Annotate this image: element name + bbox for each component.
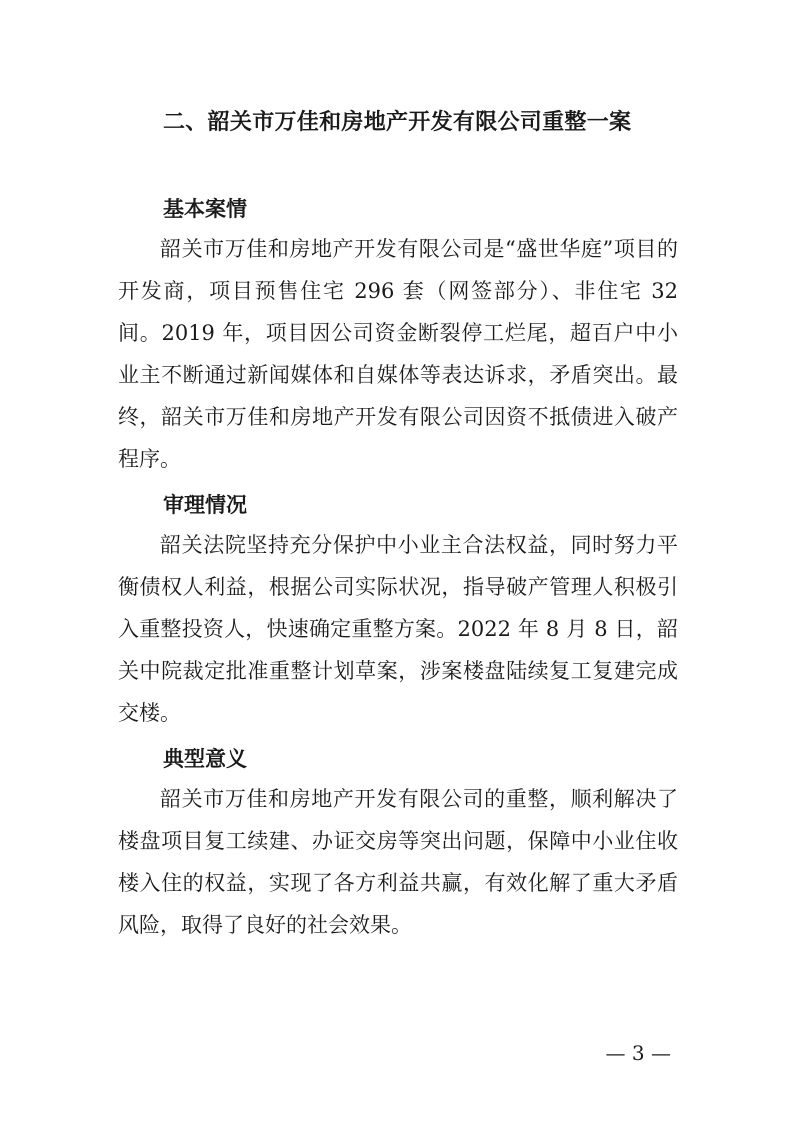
section-body-significance: 韶关市万佳和房地产开发有限公司的重整，顺利解决了楼盘项目复工续建、办证交房等突出问题，保障中小业住收楼入住的权益，实现了各方利益共赢，有效化解了重大矛盾风险，取得了良好的社会效果。 bbox=[118, 787, 678, 937]
section-heading-basic-facts: 基本案情 bbox=[163, 197, 247, 221]
section-heading-significance: 典型意义 bbox=[163, 747, 247, 771]
section-body-trial: 韶关法院坚持充分保护中小业主合法权益，同时努力平衡债权人利益，根据公司实际状况，指导破产管理人积极引入重整投资人，快速确定重整方案。2022 年 8 月 8 日，韶关中院裁定批准重整计划草案，涉案楼盘陆续复工复建完成交楼。 bbox=[118, 533, 678, 725]
document-title: 二、韶关市万佳和房地产开发有限公司重整一案 bbox=[163, 110, 632, 135]
section-heading-trial: 审理情况 bbox=[163, 493, 247, 517]
page-number: — 3 — bbox=[605, 1041, 671, 1065]
section-body-basic-facts: 韶关市万佳和房地产开发有限公司是“盛世华庭”项目的开发商，项目预售住宅 296 套（网签部分）、非住宅 32 间。2019 年，项目因公司资金断裂停工烂尾，超百户中小业主不断通过新闻媒体和自媒体等表达诉求，矛盾突出。最终，韶关市万佳和房地产开发有限公司因资不抵债进入破产程序。 bbox=[118, 237, 678, 471]
